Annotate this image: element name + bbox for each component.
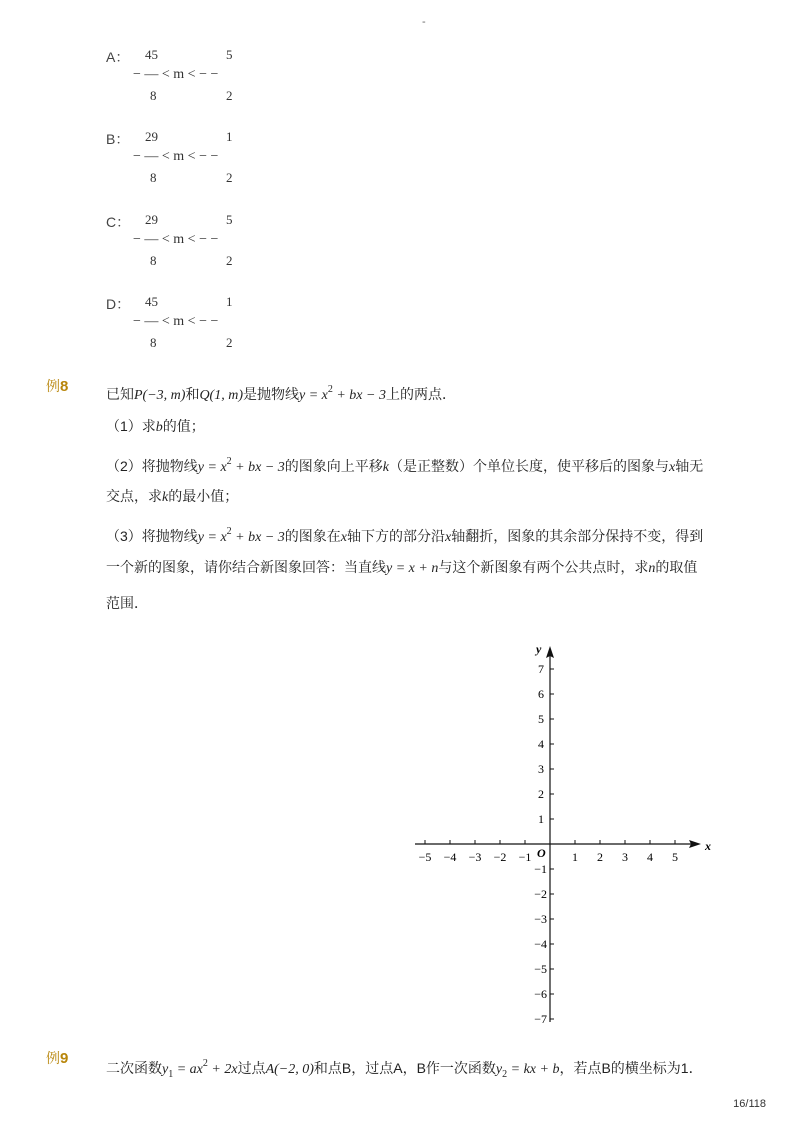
x-axis-label: x [705,839,711,853]
inequality: − — < m < − − [133,67,219,82]
x-tick-label: −1 [518,850,532,864]
question-2-line-2: 交点，求k的最小值； [106,488,239,505]
y-tick-label: −5 [534,962,547,976]
y-tick-label: 7 [538,662,544,676]
numerator-2: 5 [226,47,233,62]
numerator-1: 45 [145,294,158,309]
y-tick-label: −3 [534,912,547,926]
y-tick-label: 3 [538,762,544,776]
option-label: C： [106,214,131,230]
numerator-1: 29 [145,129,158,144]
x-tick-label: 4 [647,850,653,864]
denominator-1: 8 [150,88,157,103]
numerator-1: 45 [145,47,158,62]
x-tick-label: 5 [672,850,678,864]
coordinate-grid [405,640,725,1030]
example-label: 例9 [46,1050,69,1067]
example-label: 例8 [46,378,69,395]
x-tick-label: −3 [468,850,482,864]
numerator-2: 1 [226,294,233,309]
y-tick-label: 6 [538,687,544,701]
question-3-line-3: 范围． [106,595,148,611]
question-3: （3）将抛物线$y = x^2$ + bx − 3的图象在x轴下方的部分沿x轴翻折，图象的其余部分保持不变，得到 [106,526,704,545]
denominator-2: 2 [226,253,233,268]
question-3-line-2: 一个新的图象，请你结合新图象回答：当直线y = x + n与这个新图象有两个公共点时，求n的取值 [106,559,698,576]
example-8-intro: 已知P(−3, m)和Q(1, m)是抛物线$y = x^2$ + bx − 3上的两点． [106,384,456,403]
denominator-2: 2 [226,170,233,185]
example-9-intro: 二次函数$y_1 = ax^2 + 2x$过点A(−2, 0)和点B，过点A，B作一次函数$y_2$ = kx + b，若点B的横坐标为1． [106,1058,703,1080]
option-label: D： [106,296,131,312]
x-tick-label: 1 [572,850,578,864]
x-tick-label: 2 [597,850,603,864]
page-number: 16/118 [733,1098,766,1110]
inequality: − — < m < − − [133,232,219,247]
option-label: B： [106,131,130,147]
y-tick-label: −4 [534,937,547,951]
y-tick-label: −1 [534,862,547,876]
x-tick-label: −2 [493,850,507,864]
x-tick-label: 3 [622,850,628,864]
x-tick-label: −4 [443,850,457,864]
origin-label: O [537,846,546,860]
numerator-2: 5 [226,212,233,227]
y-tick-label: 1 [538,812,544,826]
x-tick-label: −5 [418,850,432,864]
denominator-1: 8 [150,335,157,350]
y-tick-label: −6 [534,987,547,1001]
y-tick-label: −2 [534,887,547,901]
denominator-1: 8 [150,253,157,268]
denominator-1: 8 [150,170,157,185]
header-mark: - [422,16,426,28]
question-2: （2）将抛物线$y = x^2$ + bx − 3的图象向上平移k（是正整数）个单位长度，使平移后的图象与x轴无 [106,456,704,475]
inequality: − — < m < − − [133,149,219,164]
option-label: A： [106,49,130,65]
y-tick-label: 4 [538,737,544,751]
y-axis-label: y [536,642,542,656]
y-tick-label: −7 [534,1012,547,1026]
denominator-2: 2 [226,335,233,350]
numerator-2: 1 [226,129,233,144]
numerator-1: 29 [145,212,158,227]
y-tick-label: 2 [538,787,544,801]
question-1: （1）求b的值； [106,418,205,435]
denominator-2: 2 [226,88,233,103]
y-tick-label: 5 [538,712,544,726]
inequality: − — < m < − − [133,314,219,329]
